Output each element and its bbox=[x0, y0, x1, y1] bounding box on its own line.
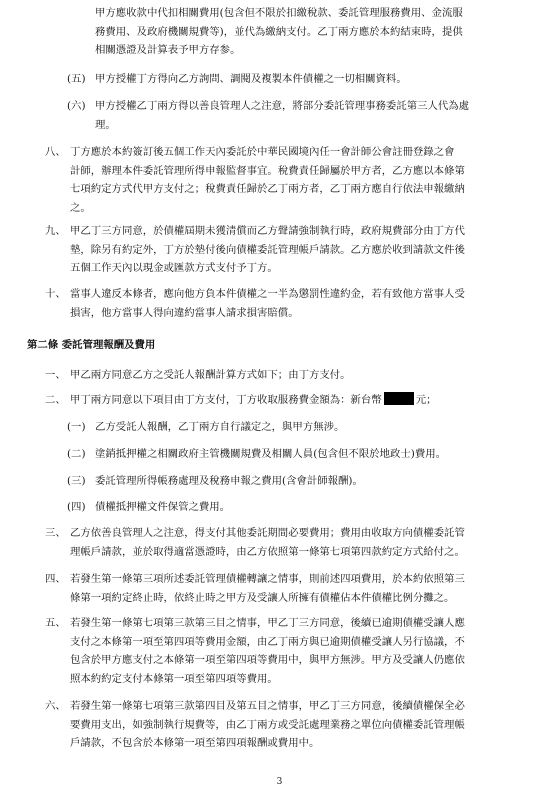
article-4-text bbox=[70, 570, 465, 607]
item-6-text bbox=[95, 97, 469, 134]
article-number: 四、 bbox=[45, 573, 66, 585]
continuation-paragraph bbox=[95, 4, 535, 60]
page-number: 3 bbox=[276, 777, 283, 787]
section-heading: 第二條 委託管理報酬及費用 bbox=[27, 339, 156, 351]
text-line: 相關憑證及計算表予甲方存参。 bbox=[95, 44, 241, 56]
article-9-text bbox=[70, 222, 465, 278]
sub-item-text bbox=[95, 418, 344, 437]
text-line: 若發生第一條第三項所述委託管理債權轉讓之情事，則前述四項費用，於本約依照第三 bbox=[70, 573, 465, 585]
text-line: 條第一項約定終止時，依終止時之甲方及受讓人所擁有債權佔本件債權比例分攤之。 bbox=[70, 591, 455, 604]
text-line: 乙方受託人報酬，乙丁兩方自行議定之，與甲方無涉。 bbox=[95, 421, 345, 433]
item-number: (二) bbox=[67, 448, 86, 460]
text-line: 理。 bbox=[95, 118, 116, 131]
text-line: 甲乙丁三方同意，於債權屆期未獲清償而乙方聲請強制執行時，政府規費部分由丁方代 bbox=[70, 225, 465, 237]
text-line: 債權抵押權文件保管之費用。 bbox=[95, 501, 231, 513]
article-number: 五、 bbox=[45, 617, 66, 629]
fee-text-before: 甲丁兩方同意以下項目由丁方支付，丁方收取服務費金額為：新台幣 bbox=[70, 394, 382, 406]
article-8-text bbox=[70, 143, 465, 217]
text-line: 計師，辦理本件委託管理所得申報監督事宜。稅費責任歸屬於甲方者，乙方應以本條第 bbox=[70, 164, 465, 177]
text-line: 塗銷抵押權之相關政府主管機關規費及相關人員(包含但不限於地政士)費用。 bbox=[95, 448, 446, 460]
article-6-text bbox=[70, 697, 465, 753]
text-line: 當事人違反本條者，應向他方負本件債權之一半為懲罰性違約金，若有致他方當事人受 bbox=[70, 288, 465, 300]
text-line: 理帳戶請款，並於取得適當憑證時，由乙方依照第一條第七項第四款約定方式給付之。 bbox=[70, 545, 465, 558]
article-number: 一、 bbox=[45, 369, 66, 381]
fee-text-after: 元； bbox=[415, 394, 437, 406]
text-line: 支付之本條第一項至第四項等費用金額，由乙丁兩方與已逾期債權受讓人另行協議，不 bbox=[70, 635, 465, 648]
redacted-amount bbox=[384, 392, 414, 405]
item-number: (五) bbox=[67, 73, 86, 85]
text-line: 損害，他方當事人得向違約當事人請求損害賠償。 bbox=[70, 306, 299, 319]
item-5-text bbox=[95, 70, 407, 89]
text-line: 務費用、及政府機關規費等)，並代為繳納支付。乙丁兩方應於本約結束時，提供 bbox=[95, 25, 463, 38]
article-number: 六、 bbox=[45, 700, 66, 712]
text-line: 丁方應於本約簽訂後五個工作天內委託於中華民國境內任一會計師公會註冊登錄之會 bbox=[70, 146, 455, 158]
text-line: 要費用支出，如強制執行規費等，由乙丁兩方或受託處理業務之單位向債權委託管理帳 bbox=[70, 718, 465, 731]
text-line: 照本約約定支付本條第一項至第四項等費用。 bbox=[70, 672, 278, 685]
sub-item-text bbox=[95, 472, 363, 491]
text-line: 若發生第一條第七項第三款第四目及第五目之情事，甲乙丁三方同意，後續債權保全必 bbox=[70, 700, 465, 712]
text-line: 包含於甲方應支付之本條第一項至第四項等費用中，與甲方無涉。甲方及受讓人仍應依 bbox=[70, 654, 465, 666]
text-line: 委託管理所得帳務處理及稅務申報之費用(含會計師報酬)。 bbox=[95, 475, 363, 487]
item-number: (四) bbox=[67, 501, 86, 513]
sub-item-text bbox=[95, 498, 230, 517]
article-3-text bbox=[70, 524, 465, 561]
text-line: 乙方依善良管理人之注意，得支付其他委託期間必要費用；費用由收取方向債權委託管 bbox=[70, 527, 465, 539]
article-number: 二、 bbox=[45, 394, 66, 406]
item-number: (六) bbox=[67, 100, 86, 112]
article-number: 十、 bbox=[45, 288, 66, 300]
text-line bbox=[70, 391, 437, 410]
text-line: 甲乙兩方同意乙方之受託人報酬計算方式如下；由丁方支付。 bbox=[70, 369, 351, 381]
article-10-text bbox=[70, 285, 465, 322]
text-line: 五個工作天內以現金或匯款方式支付予丁方。 bbox=[70, 262, 278, 274]
article-2-text bbox=[70, 391, 437, 410]
article-number: 九、 bbox=[45, 225, 66, 237]
article-5-text bbox=[70, 614, 465, 688]
text-line: 墊，除另有約定外，丁方於墊付後向債權委託管理帳戶請款。乙方應於收到請款文件後 bbox=[70, 243, 465, 256]
article-1-text bbox=[70, 366, 351, 385]
text-line: 甲方授權乙丁兩方得以善良管理人之注意，將部分委託管理事務委託第三人代為處 bbox=[95, 100, 470, 112]
article-number: 三、 bbox=[45, 527, 66, 539]
text-line: 若發生第一條第七項第三款第三目之情事，甲乙丁三方同意，後續已逾期債權受讓人應 bbox=[70, 617, 465, 629]
item-number: (一) bbox=[67, 421, 86, 433]
sub-item-text bbox=[95, 445, 446, 464]
item-number: (三) bbox=[67, 475, 86, 487]
article-number: 八、 bbox=[45, 146, 66, 158]
text-line: 之。 bbox=[70, 201, 91, 214]
text-line: 戶請款，不包含於本條第一項至第四項報酬或費用中。 bbox=[70, 737, 320, 749]
text-line: 甲方應收款中代扣相關費用(包含但不限於扣繳稅款、委託管理服務費用、金流服 bbox=[95, 7, 463, 19]
text-line: 七項約定方式代甲方支付之；稅費責任歸於乙丁兩方者，乙丁兩方應自行依法申報繳納 bbox=[70, 183, 465, 195]
text-line: 甲方授權丁方得向乙方詢問、調閱及複製本件債權之一切相關資料。 bbox=[95, 73, 407, 85]
